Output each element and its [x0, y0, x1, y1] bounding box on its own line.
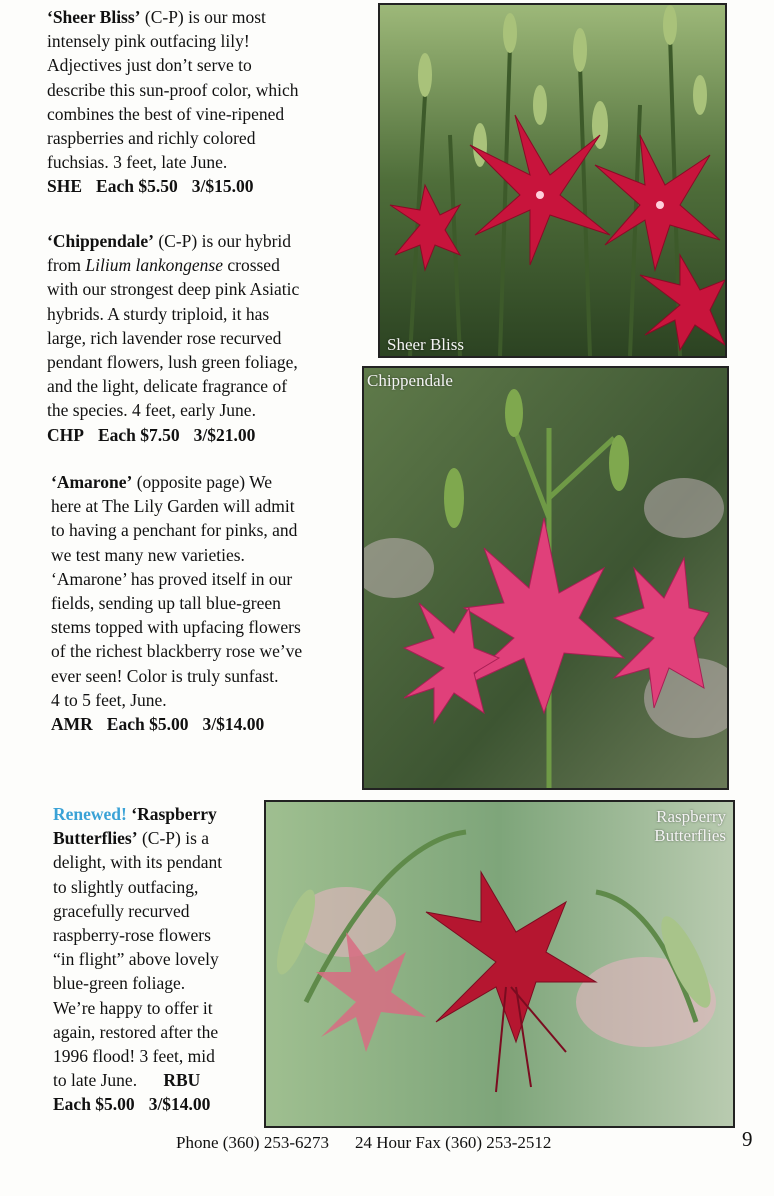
price-multi: 3/$21.00	[193, 424, 256, 445]
variety-name: ‘Amarone’	[51, 472, 133, 492]
item-code: AMR	[51, 714, 93, 735]
contact-footer	[176, 1133, 577, 1153]
description-line	[53, 826, 224, 850]
description-line: stems topped with upfacing flowers	[51, 617, 301, 638]
description-line: the species. 4 feet, early June.	[47, 400, 256, 421]
lily-photo-illustration	[364, 368, 727, 788]
price-each: Each $5.50	[96, 176, 178, 197]
entry-raspberry-butterflies	[53, 802, 224, 1117]
variety-name: ‘Raspberry	[131, 804, 217, 824]
description-line: raspberry-rose flowers	[53, 925, 211, 946]
description-line: fields, sending up tall blue-green	[51, 593, 281, 614]
description-line: ever seen! Color is truly sunfast.	[51, 665, 279, 686]
renewed-badge: Renewed!	[53, 804, 127, 824]
lily-photo-illustration	[266, 802, 733, 1126]
description-line: “in flight” above lovely	[53, 949, 219, 970]
photo-sheer-bliss	[378, 3, 727, 358]
description-line: of the richest blackberry rose we’ve	[51, 641, 303, 662]
description-text: (C-P) is our most	[140, 7, 266, 27]
description-line: again, restored after the	[53, 1021, 219, 1042]
description-line: pendant flowers, lush green foliage,	[47, 352, 298, 373]
entry-first-line	[51, 470, 302, 494]
description-line: 1996 flood! 3 feet, mid	[53, 1046, 215, 1067]
description-text: (C-P) is a	[137, 828, 210, 849]
description-line: to having a penchant for pinks, and	[51, 520, 298, 541]
description-line: and the light, delicate fragrance of	[47, 376, 288, 397]
description-line	[53, 1068, 224, 1092]
description-line: with our strongest deep pink Asiatic	[47, 279, 300, 300]
scientific-name: Lilium lankongense	[85, 255, 223, 276]
description-text: crossed	[222, 255, 280, 276]
description-line: to slightly outfacing,	[53, 876, 199, 897]
description-line: fuchsias. 3 feet, late June.	[47, 152, 228, 173]
entry-amarone	[51, 470, 302, 736]
description-line: We’re happy to offer it	[53, 997, 213, 1018]
description-line: ‘Amarone’ has proved itself in our	[51, 568, 293, 589]
caption-line: Butterflies	[654, 826, 726, 845]
description-line: combines the best of vine-ripened	[47, 103, 285, 124]
description-line: blue-green foliage.	[53, 973, 186, 994]
entry-sheer-bliss	[47, 5, 299, 199]
description-line: Adjectives just don’t serve to	[47, 55, 252, 76]
price-multi: 3/$14.00	[202, 714, 265, 735]
photo-caption: Sheer Bliss	[387, 335, 464, 354]
entry-first-line	[47, 229, 299, 253]
description-line: hybrids. A sturdy triploid, it has	[47, 303, 270, 324]
description-text: to late June.	[53, 1070, 138, 1091]
description-line: intensely pink outfacing lily!	[47, 31, 250, 52]
photo-raspberry-butterflies	[264, 800, 735, 1128]
description-line: gracefully recurved	[53, 900, 190, 921]
description-line: we test many new varieties.	[51, 544, 245, 565]
entry-first-line	[53, 802, 224, 826]
photo-caption	[654, 807, 726, 845]
description-text: from	[47, 255, 86, 276]
description-line: raspberries and richly colored	[47, 128, 256, 149]
entry-chippendale	[47, 229, 299, 447]
description-line: describe this sun-proof color, which	[47, 79, 299, 100]
phone-number: Phone (360) 253-6273	[176, 1133, 329, 1152]
photo-chippendale	[362, 366, 729, 790]
description-text: (opposite page) We	[132, 472, 273, 492]
order-line	[53, 1092, 224, 1116]
variety-name: ‘Sheer Bliss’	[47, 7, 141, 27]
order-line	[47, 174, 299, 198]
description-line: here at The Lily Garden will admit	[51, 496, 295, 517]
caption-line: Raspberry	[656, 807, 726, 826]
item-code: SHE	[47, 176, 83, 197]
variety-name: ‘Chippendale’	[47, 231, 154, 251]
price-each: Each $5.00	[53, 1094, 135, 1115]
entry-first-line	[47, 5, 299, 29]
fax-number: 24 Hour Fax (360) 253-2512	[354, 1133, 552, 1152]
photo-caption: Chippendale	[367, 371, 453, 390]
lily-photo-illustration	[380, 5, 725, 356]
item-code: RBU	[163, 1070, 201, 1091]
item-code: CHP	[47, 424, 84, 445]
price-multi: 3/$14.00	[148, 1094, 211, 1115]
description-line: delight, with its pendant	[53, 852, 223, 873]
description-text: (C-P) is our hybrid	[153, 231, 292, 251]
variety-name-cont: Butterflies’	[53, 828, 138, 849]
price-each: Each $7.50	[97, 424, 180, 445]
order-line	[51, 712, 302, 736]
price-multi: 3/$15.00	[191, 176, 254, 197]
page-number: 9	[742, 1127, 753, 1151]
price-each: Each $5.00	[106, 714, 189, 735]
description-line: 4 to 5 feet, June.	[51, 689, 167, 710]
description-line: large, rich lavender rose recurved	[47, 327, 282, 348]
order-line	[47, 423, 299, 447]
description-line	[47, 253, 299, 277]
